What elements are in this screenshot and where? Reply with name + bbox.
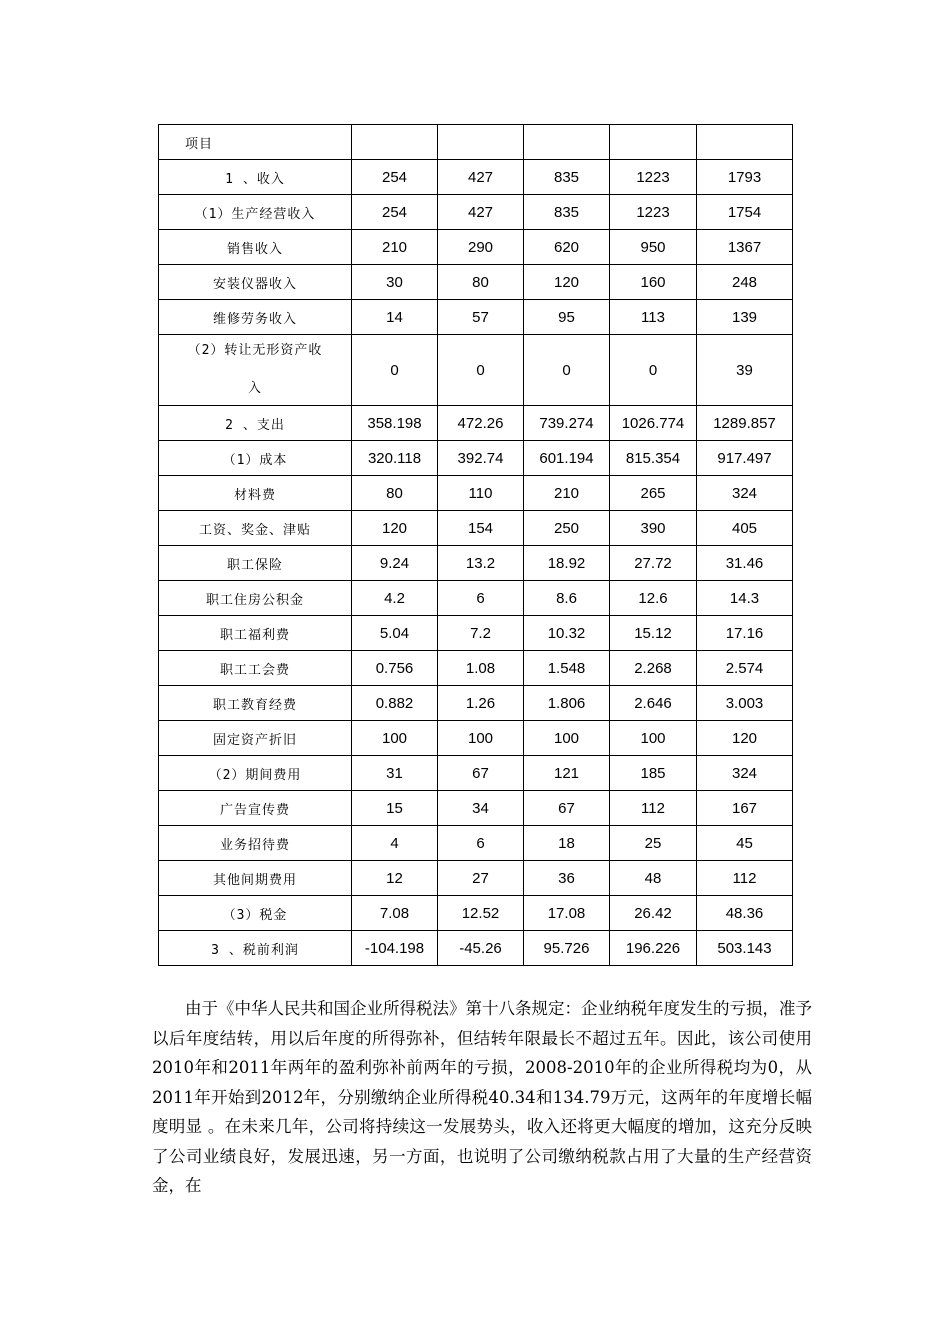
table-cell: 427	[438, 160, 524, 195]
row-label: 材料费	[159, 476, 352, 511]
table-cell: 67	[438, 756, 524, 791]
table-cell: 45	[697, 826, 793, 861]
table-cell: 1223	[610, 160, 697, 195]
table-cell: 12	[352, 861, 438, 896]
table-cell: 210	[352, 230, 438, 265]
table-cell: 0	[352, 335, 438, 406]
table-cell: 154	[438, 511, 524, 546]
table-row	[159, 756, 793, 791]
table-cell: 26.42	[610, 896, 697, 931]
table-cell: 390	[610, 511, 697, 546]
table-cell: 14	[352, 300, 438, 335]
row-label: 广告宣传费	[159, 791, 352, 826]
table-cell: 100	[524, 721, 610, 756]
table-cell: 254	[352, 160, 438, 195]
table-row	[159, 476, 793, 511]
table-cell: 25	[610, 826, 697, 861]
table-cell: 503.143	[697, 931, 793, 966]
table-cell: 358.198	[352, 406, 438, 441]
table-cell: -104.198	[352, 931, 438, 966]
table-row	[159, 511, 793, 546]
body-paragraph-block	[152, 994, 812, 1201]
row-label: （2）期间费用	[159, 756, 352, 791]
row-label: 销售收入	[159, 230, 352, 265]
table-row	[159, 300, 793, 335]
table-cell: 31.46	[697, 546, 793, 581]
table-cell: 250	[524, 511, 610, 546]
table-cell: 917.497	[697, 441, 793, 476]
row-label: 维修劳务收入	[159, 300, 352, 335]
table-cell: 0	[524, 335, 610, 406]
row-label: 工资、奖金、津贴	[159, 511, 352, 546]
table-cell: 10.32	[524, 616, 610, 651]
table-cell: 739.274	[524, 406, 610, 441]
table-row	[159, 581, 793, 616]
header-label: 项目	[159, 125, 352, 160]
header-cell	[524, 125, 610, 160]
header-cell	[610, 125, 697, 160]
table-cell: 1.08	[438, 651, 524, 686]
table-cell: 1754	[697, 195, 793, 230]
table-row	[159, 651, 793, 686]
table-cell: 1793	[697, 160, 793, 195]
row-label: 职工福利费	[159, 616, 352, 651]
table-cell: 100	[438, 721, 524, 756]
table-cell: 15	[352, 791, 438, 826]
table-row	[159, 616, 793, 651]
table-cell: 80	[352, 476, 438, 511]
table-row	[159, 791, 793, 826]
table-cell: 2.646	[610, 686, 697, 721]
table-cell: 815.354	[610, 441, 697, 476]
table-cell: 254	[352, 195, 438, 230]
table-cell: 7.2	[438, 616, 524, 651]
table-cell: 1223	[610, 195, 697, 230]
table-cell: 113	[610, 300, 697, 335]
table-cell: 2.574	[697, 651, 793, 686]
header-cell	[352, 125, 438, 160]
table-row	[159, 721, 793, 756]
row-label: 职工保险	[159, 546, 352, 581]
row-label-line2: 入	[247, 381, 262, 396]
table-cell: 31	[352, 756, 438, 791]
table-cell: 112	[697, 861, 793, 896]
header-cell	[438, 125, 524, 160]
table-cell: 405	[697, 511, 793, 546]
header-cell	[697, 125, 793, 160]
table-cell: 160	[610, 265, 697, 300]
table-cell: 0.756	[352, 651, 438, 686]
table-cell: 167	[697, 791, 793, 826]
table-cell: 1026.774	[610, 406, 697, 441]
table-cell: 57	[438, 300, 524, 335]
table-cell: 1289.857	[697, 406, 793, 441]
table-cell: 4.2	[352, 581, 438, 616]
table-cell: 18	[524, 826, 610, 861]
table-row	[159, 230, 793, 265]
table-cell: 320.118	[352, 441, 438, 476]
body-paragraph: 由于《中华人民共和国企业所得税法》第十八条规定：企业纳税年度发生的亏损，准予以后年度结转，用以后年度的所得弥补，但结转年限最长不超过五年。因此，该公司使用2010年和2011年两年的盈利弥补前两年的亏损，2008-2010年的企业所得税均为0，从2011年开始到2012年，分别缴纳企业所得税40.34和134.79万元，这两年的年度增长幅度明显 。在未来几年，公司将持续这一发展势头，收入还将更大幅度的增加，这充分反映了公司业绩良好，发展迅速，另一方面，也说明了公司缴纳税款占用了大量的生产经营资金，在	[152, 999, 812, 1195]
table-cell: 1.548	[524, 651, 610, 686]
table-row	[159, 335, 793, 406]
table-cell: 15.12	[610, 616, 697, 651]
table-row	[159, 826, 793, 861]
row-label: （1）成本	[159, 441, 352, 476]
table-cell: 67	[524, 791, 610, 826]
table-cell: 100	[352, 721, 438, 756]
table-cell: 196.226	[610, 931, 697, 966]
table-cell: 0	[610, 335, 697, 406]
table-cell: 210	[524, 476, 610, 511]
table-row	[159, 931, 793, 966]
table-cell: 100	[610, 721, 697, 756]
row-label: （3）税金	[159, 896, 352, 931]
table-row	[159, 406, 793, 441]
row-label: 职工工会费	[159, 651, 352, 686]
table-cell: 290	[438, 230, 524, 265]
table-cell: 139	[697, 300, 793, 335]
table-cell: 835	[524, 195, 610, 230]
table-cell: 7.08	[352, 896, 438, 931]
table-cell: 620	[524, 230, 610, 265]
row-label: 业务招待费	[159, 826, 352, 861]
table-row	[159, 195, 793, 230]
table-cell: 27.72	[610, 546, 697, 581]
table-cell: 120	[697, 721, 793, 756]
row-label: 1 、收入	[159, 160, 352, 195]
table-cell: 6	[438, 581, 524, 616]
table-cell: 1367	[697, 230, 793, 265]
table-cell: 8.6	[524, 581, 610, 616]
table-cell: 120	[352, 511, 438, 546]
table-cell: 39	[697, 335, 793, 406]
table-row	[159, 265, 793, 300]
table-cell: 0.882	[352, 686, 438, 721]
table-cell: 248	[697, 265, 793, 300]
table-cell: 4	[352, 826, 438, 861]
table-row	[159, 441, 793, 476]
table-cell: 13.2	[438, 546, 524, 581]
table-cell: 6	[438, 826, 524, 861]
table-row	[159, 546, 793, 581]
financial-table	[158, 124, 793, 966]
row-label: 职工住房公积金	[159, 581, 352, 616]
table-cell: 185	[610, 756, 697, 791]
table-cell: 265	[610, 476, 697, 511]
table-cell: 110	[438, 476, 524, 511]
table-cell: 48.36	[697, 896, 793, 931]
table-cell: 121	[524, 756, 610, 791]
table-header-row	[159, 125, 793, 160]
table-cell: 5.04	[352, 616, 438, 651]
table-cell: 14.3	[697, 581, 793, 616]
table-cell: 12.6	[610, 581, 697, 616]
table-cell: 2.268	[610, 651, 697, 686]
table-cell: 48	[610, 861, 697, 896]
table-cell: 95	[524, 300, 610, 335]
table-cell: 324	[697, 756, 793, 791]
table-cell: 112	[610, 791, 697, 826]
table-row	[159, 686, 793, 721]
table-cell: 3.003	[697, 686, 793, 721]
table-cell: 17.08	[524, 896, 610, 931]
row-label: 安装仪器收入	[159, 265, 352, 300]
table-cell: 0	[438, 335, 524, 406]
table-row	[159, 160, 793, 195]
table-row	[159, 896, 793, 931]
table-cell: 80	[438, 265, 524, 300]
table-cell: 95.726	[524, 931, 610, 966]
table-cell: 30	[352, 265, 438, 300]
table-cell: 18.92	[524, 546, 610, 581]
row-label: 3 、税前利润	[159, 931, 352, 966]
table-cell: 27	[438, 861, 524, 896]
table-cell: 950	[610, 230, 697, 265]
row-label: 职工教育经费	[159, 686, 352, 721]
table-cell: 472.26	[438, 406, 524, 441]
table-cell: 601.194	[524, 441, 610, 476]
row-label: 固定资产折旧	[159, 721, 352, 756]
row-label: 其他间期费用	[159, 861, 352, 896]
table-cell: 120	[524, 265, 610, 300]
table-cell: 17.16	[697, 616, 793, 651]
table-cell: 835	[524, 160, 610, 195]
table-row	[159, 861, 793, 896]
row-label: 2 、支出	[159, 406, 352, 441]
row-label-line1: （2）转让无形资产收	[187, 343, 323, 358]
table-cell: 427	[438, 195, 524, 230]
table-cell: 36	[524, 861, 610, 896]
table-cell: -45.26	[438, 931, 524, 966]
table-cell: 324	[697, 476, 793, 511]
row-label: （1）生产经营收入	[159, 195, 352, 230]
table-cell: 9.24	[352, 546, 438, 581]
row-label	[159, 335, 352, 406]
table-cell: 12.52	[438, 896, 524, 931]
table-cell: 1.26	[438, 686, 524, 721]
table-cell: 392.74	[438, 441, 524, 476]
table-cell: 34	[438, 791, 524, 826]
table-cell: 1.806	[524, 686, 610, 721]
